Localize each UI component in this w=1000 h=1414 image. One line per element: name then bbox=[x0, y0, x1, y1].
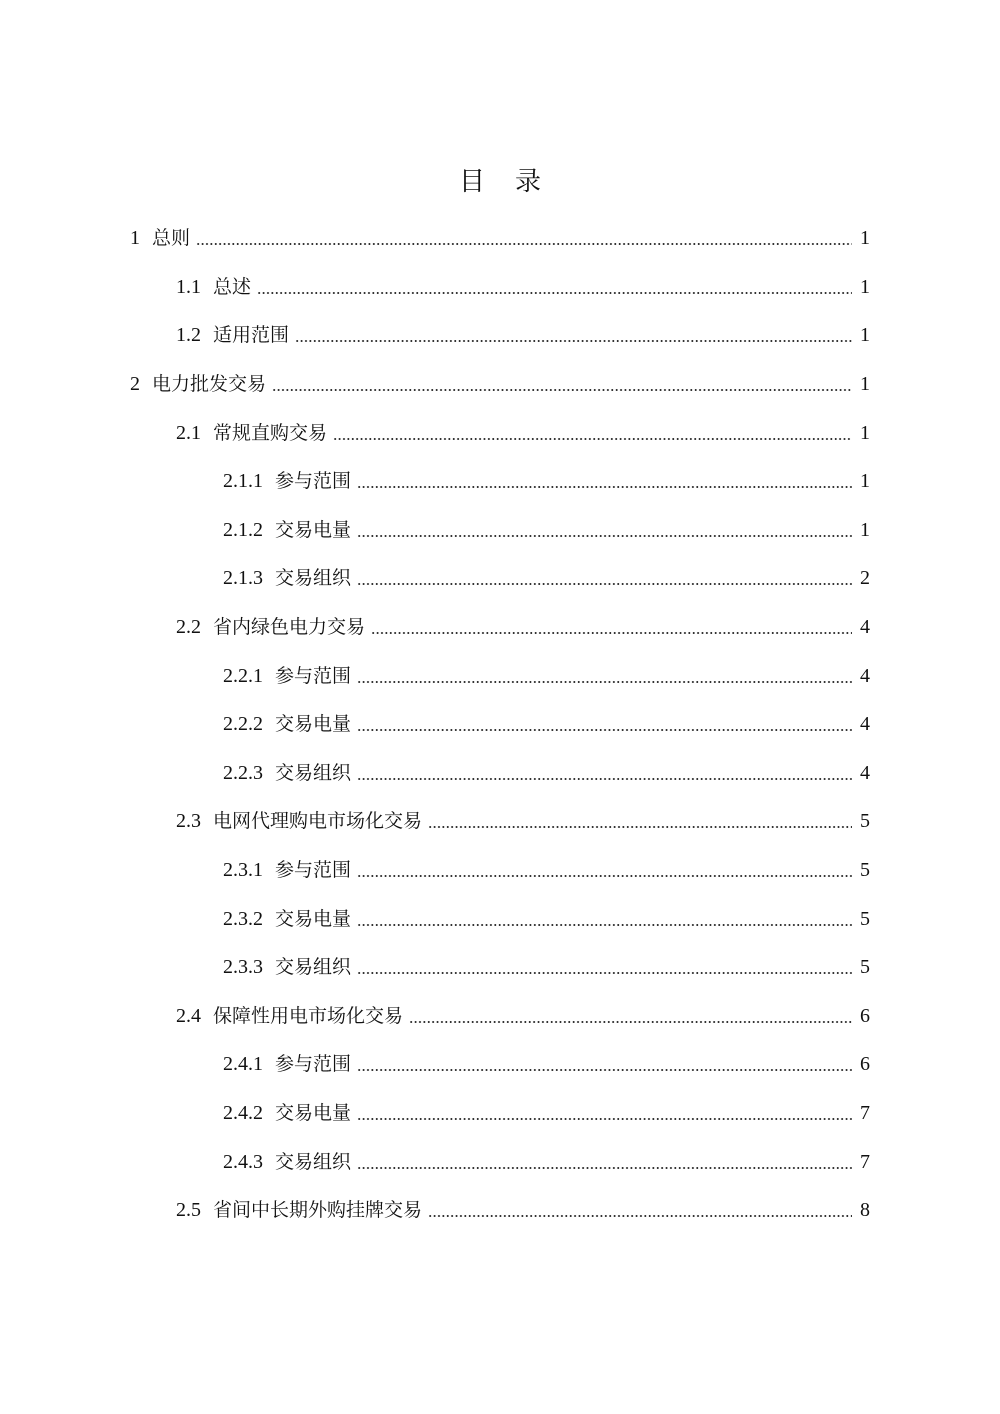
toc-entry[interactable] bbox=[0, 651, 1000, 700]
toc-entry-page-number: 4 bbox=[860, 713, 870, 736]
dot-leader bbox=[428, 826, 852, 828]
dot-leader bbox=[357, 1118, 852, 1120]
toc-entry-page-number: 5 bbox=[860, 810, 870, 833]
toc-entry-number: 2.3 bbox=[176, 810, 201, 833]
table-of-contents bbox=[0, 214, 1000, 1234]
dot-leader bbox=[257, 292, 852, 294]
toc-entry[interactable] bbox=[0, 992, 1000, 1041]
toc-entry[interactable] bbox=[0, 943, 1000, 992]
toc-entry[interactable] bbox=[0, 1186, 1000, 1235]
dot-leader bbox=[357, 729, 852, 731]
toc-entry[interactable] bbox=[0, 214, 1000, 263]
dot-leader bbox=[357, 681, 852, 683]
toc-entry-number: 2.4.1 bbox=[223, 1053, 263, 1076]
dot-leader bbox=[409, 1021, 852, 1023]
toc-entry-number: 2.2.2 bbox=[223, 713, 263, 736]
toc-entry-page-number: 7 bbox=[860, 1101, 870, 1124]
toc-entry-number: 2.2 bbox=[176, 616, 201, 639]
toc-entry-page-number: 7 bbox=[860, 1150, 870, 1173]
toc-entry[interactable] bbox=[0, 457, 1000, 506]
toc-entry-number: 2.3.3 bbox=[223, 956, 263, 979]
toc-entry-number: 2.1.3 bbox=[223, 567, 263, 590]
toc-entry[interactable] bbox=[0, 1040, 1000, 1089]
toc-entry-page-number: 4 bbox=[860, 664, 870, 687]
toc-entry-label: 省内绿色电力交易 bbox=[213, 616, 366, 639]
toc-entry-number: 2.2.1 bbox=[223, 664, 263, 687]
toc-entry-number: 2.4 bbox=[176, 1004, 201, 1027]
dot-leader bbox=[333, 438, 852, 440]
toc-entry-label: 交易电量 bbox=[275, 1101, 352, 1124]
toc-entry-page-number: 1 bbox=[860, 518, 870, 541]
toc-entry[interactable] bbox=[0, 1137, 1000, 1186]
toc-entry-number: 2.2.3 bbox=[223, 761, 263, 784]
toc-entry-number: 2.1 bbox=[176, 421, 201, 444]
dot-leader bbox=[371, 632, 852, 634]
toc-entry-page-number: 5 bbox=[860, 956, 870, 979]
toc-entry-page-number: 1 bbox=[860, 324, 870, 347]
toc-entry-page-number: 1 bbox=[860, 421, 870, 444]
toc-entry-number: 2.1.2 bbox=[223, 518, 263, 541]
toc-entry-page-number: 1 bbox=[860, 227, 870, 250]
title-char-2: 录 bbox=[515, 167, 542, 197]
dot-leader bbox=[357, 1167, 852, 1169]
toc-entry-label: 电力批发交易 bbox=[152, 373, 267, 396]
toc-entry[interactable] bbox=[0, 797, 1000, 846]
dot-leader bbox=[272, 389, 852, 391]
toc-entry-label: 交易组织 bbox=[275, 567, 352, 590]
toc-entry-label: 保障性用电市场化交易 bbox=[213, 1004, 404, 1027]
toc-entry[interactable] bbox=[0, 749, 1000, 798]
toc-entry-number: 2.3.2 bbox=[223, 907, 263, 930]
toc-entry-page-number: 8 bbox=[860, 1199, 870, 1222]
toc-entry-page-number: 6 bbox=[860, 1053, 870, 1076]
toc-entry-label: 参与范围 bbox=[275, 664, 352, 687]
toc-entry-label: 总述 bbox=[213, 275, 252, 298]
toc-entry[interactable] bbox=[0, 700, 1000, 749]
toc-entry[interactable] bbox=[0, 603, 1000, 652]
dot-leader bbox=[428, 1215, 852, 1217]
toc-entry-number: 2.5 bbox=[176, 1199, 201, 1222]
toc-entry-number: 1.2 bbox=[176, 324, 201, 347]
toc-entry[interactable] bbox=[0, 1089, 1000, 1138]
toc-entry-page-number: 6 bbox=[860, 1004, 870, 1027]
toc-entry-page-number: 1 bbox=[860, 373, 870, 396]
toc-entry[interactable] bbox=[0, 311, 1000, 360]
toc-entry-page-number: 4 bbox=[860, 761, 870, 784]
toc-entry-label: 交易电量 bbox=[275, 518, 352, 541]
toc-entry-label: 交易组织 bbox=[275, 761, 352, 784]
toc-entry[interactable] bbox=[0, 894, 1000, 943]
toc-entry-label: 电网代理购电市场化交易 bbox=[213, 810, 423, 833]
toc-entry-label: 总则 bbox=[152, 227, 191, 250]
toc-entry-number: 2.4.3 bbox=[223, 1150, 263, 1173]
toc-entry-label: 参与范围 bbox=[275, 1053, 352, 1076]
toc-entry-page-number: 2 bbox=[860, 567, 870, 590]
toc-entry-label: 省间中长期外购挂牌交易 bbox=[213, 1199, 423, 1222]
dot-leader bbox=[357, 583, 852, 585]
dot-leader bbox=[357, 535, 852, 537]
title-char-1: 目 bbox=[458, 167, 485, 197]
dot-leader bbox=[357, 486, 852, 488]
toc-entry-label: 交易组织 bbox=[275, 956, 352, 979]
toc-entry-number: 1 bbox=[130, 227, 140, 250]
toc-entry[interactable] bbox=[0, 263, 1000, 312]
dot-leader bbox=[357, 1069, 852, 1071]
toc-entry-number: 2.1.1 bbox=[223, 470, 263, 493]
toc-entry[interactable] bbox=[0, 846, 1000, 895]
page-title bbox=[0, 162, 1000, 202]
toc-entry-label: 交易电量 bbox=[275, 713, 352, 736]
toc-entry-label: 参与范围 bbox=[275, 859, 352, 882]
dot-leader bbox=[295, 340, 852, 342]
toc-entry[interactable] bbox=[0, 554, 1000, 603]
toc-entry-number: 1.1 bbox=[176, 275, 201, 298]
dot-leader bbox=[196, 243, 852, 245]
toc-entry-page-number: 1 bbox=[860, 275, 870, 298]
dot-leader bbox=[357, 972, 852, 974]
toc-entry[interactable] bbox=[0, 408, 1000, 457]
toc-entry-page-number: 1 bbox=[860, 470, 870, 493]
toc-entry[interactable] bbox=[0, 506, 1000, 555]
toc-entry[interactable] bbox=[0, 360, 1000, 409]
toc-entry-label: 常规直购交易 bbox=[213, 421, 328, 444]
dot-leader bbox=[357, 924, 852, 926]
toc-entry-label: 交易电量 bbox=[275, 907, 352, 930]
toc-entry-page-number: 5 bbox=[860, 859, 870, 882]
toc-entry-label: 交易组织 bbox=[275, 1150, 352, 1173]
toc-entry-page-number: 5 bbox=[860, 907, 870, 930]
toc-entry-label: 适用范围 bbox=[213, 324, 290, 347]
toc-entry-number: 2 bbox=[130, 373, 140, 396]
toc-entry-page-number: 4 bbox=[860, 616, 870, 639]
toc-entry-number: 2.4.2 bbox=[223, 1101, 263, 1124]
toc-entry-label: 参与范围 bbox=[275, 470, 352, 493]
dot-leader bbox=[357, 875, 852, 877]
toc-entry-number: 2.3.1 bbox=[223, 859, 263, 882]
dot-leader bbox=[357, 778, 852, 780]
